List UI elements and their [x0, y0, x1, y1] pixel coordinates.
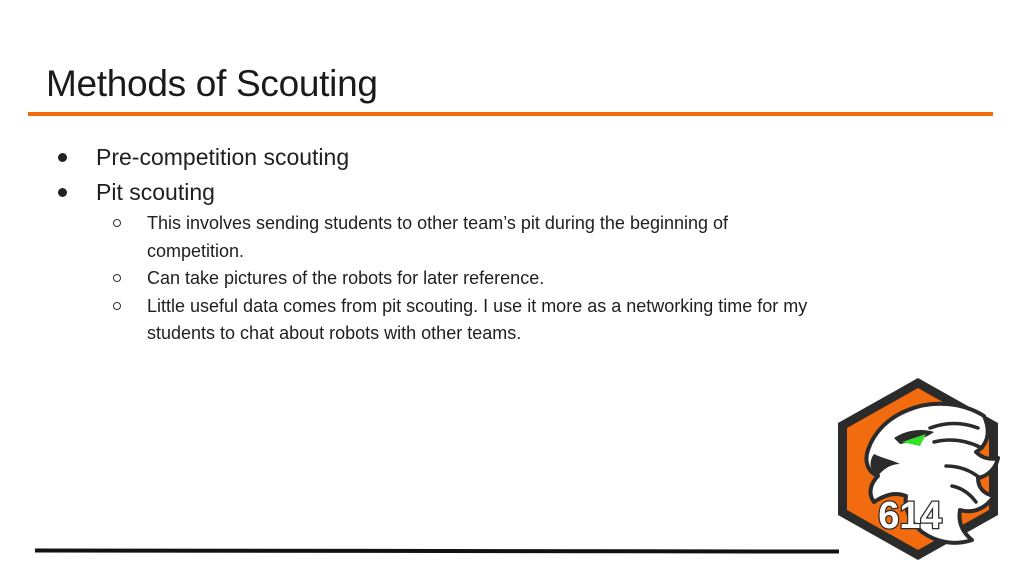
title-underline — [28, 112, 993, 116]
sub-bullet-text: This involves sending students to other team’s pit during the beginning of competition. — [147, 213, 729, 261]
sub-bullet-circle-icon — [113, 219, 121, 227]
footer-rule — [35, 548, 839, 553]
sub-bullet-item — [0, 293, 827, 348]
team-614-eagle-logo-icon — [834, 376, 1002, 562]
bullet-item — [0, 140, 860, 175]
bullet-item — [0, 175, 860, 210]
sub-bullet-circle-icon — [113, 302, 121, 310]
bullet-dot-icon — [58, 188, 67, 197]
bullet-text: Pit scouting — [96, 179, 215, 205]
sub-bullet-item — [0, 210, 827, 265]
sub-bullet-circle-icon — [113, 274, 121, 282]
sub-bullet-text: Little useful data comes from pit scouting. I use it more as a networking time for my students to chat about robots with other teams. — [147, 295, 808, 343]
bullet-text: Pre-competition scouting — [96, 144, 350, 170]
sub-bullet-text: Can take pictures of the robots for later reference. — [147, 268, 545, 288]
logo-team-number: 614 — [878, 495, 942, 537]
bullet-dot-icon — [58, 153, 67, 162]
slide-title: Methods of Scouting — [46, 63, 378, 104]
sub-bullet-item — [0, 265, 827, 293]
bullet-list — [0, 140, 860, 348]
